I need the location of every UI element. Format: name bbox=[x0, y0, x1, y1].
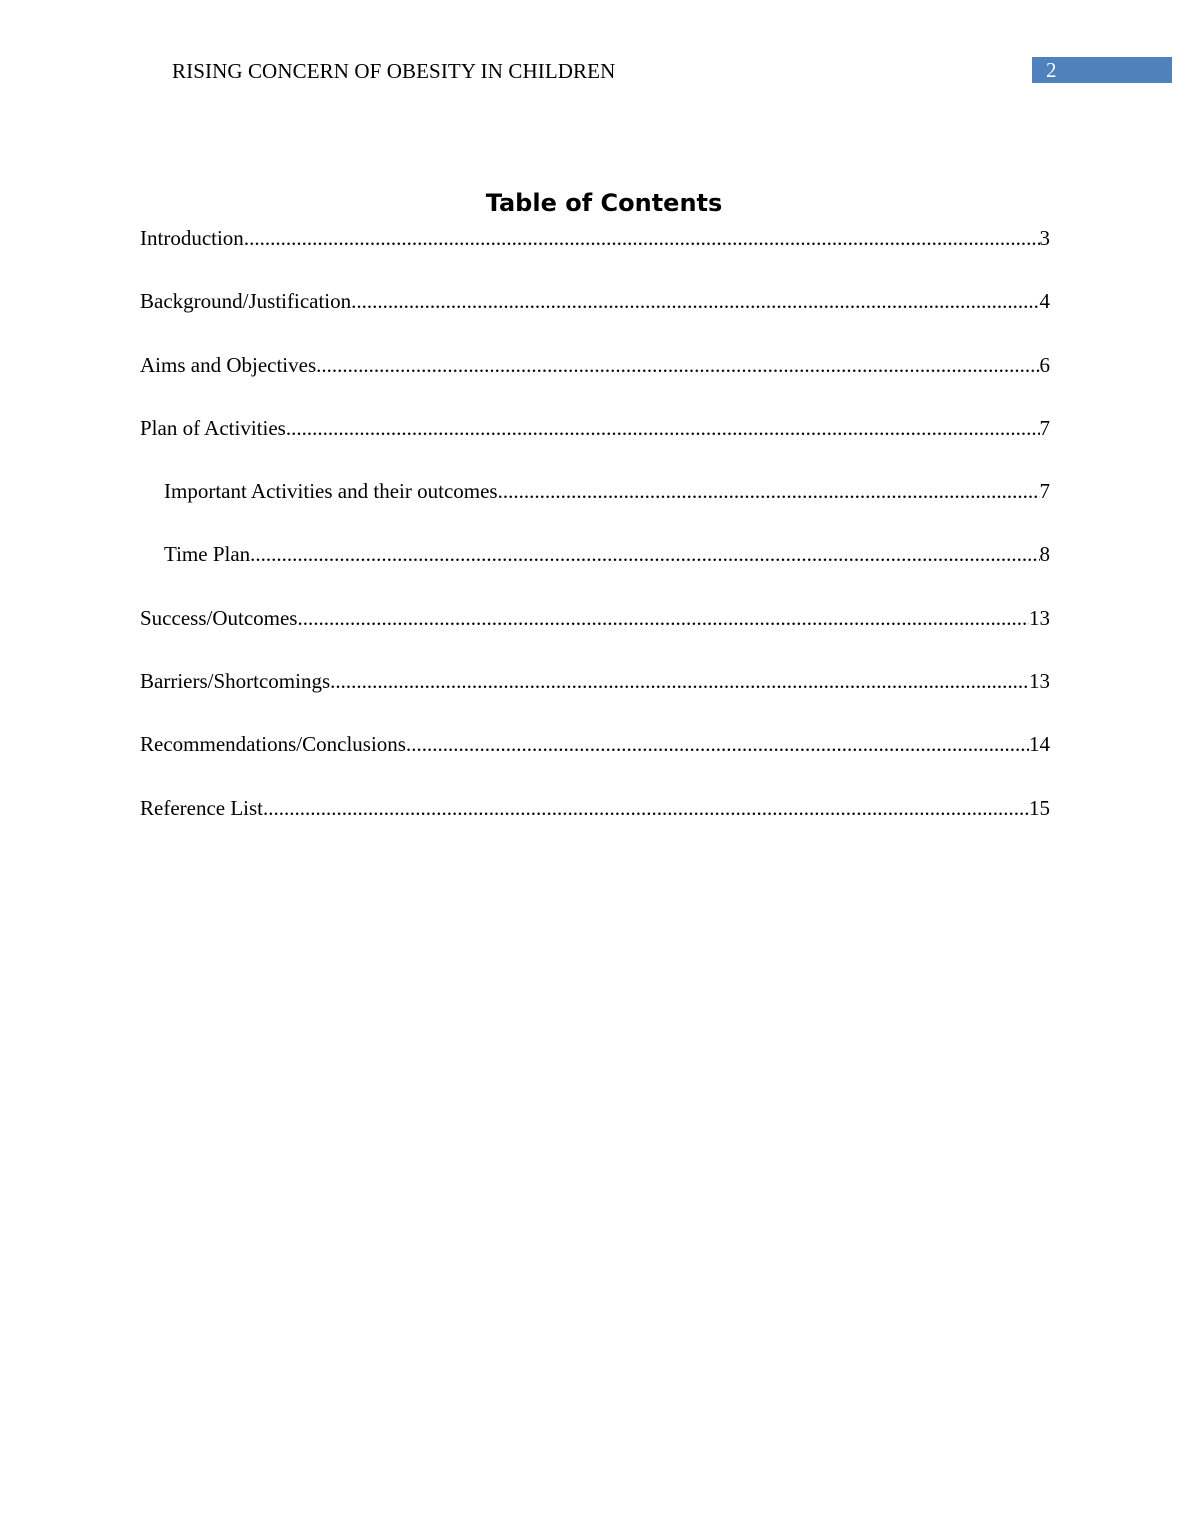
toc-entry-label: Plan of Activities bbox=[140, 415, 286, 440]
toc-entry-time-plan[interactable] bbox=[140, 539, 1050, 602]
toc-dot-leader bbox=[316, 350, 1039, 380]
toc-entry-introduction[interactable] bbox=[140, 223, 1050, 286]
toc-dot-leader bbox=[250, 539, 1039, 569]
page-number-badge bbox=[1032, 57, 1172, 83]
toc-entry-page: 7 bbox=[1039, 415, 1050, 440]
toc-entry-page: 7 bbox=[1039, 479, 1050, 504]
toc-entry-page: 8 bbox=[1039, 542, 1050, 567]
toc-entry-label: Important Activities and their outcomes bbox=[164, 479, 498, 504]
toc-entry-page: 4 bbox=[1039, 289, 1050, 314]
toc-entry-label: Barriers/Shortcomings bbox=[140, 669, 331, 694]
toc-entry-aims[interactable] bbox=[140, 350, 1050, 413]
page-number: 2 bbox=[1046, 58, 1057, 82]
toc-entry-label: Time Plan bbox=[164, 542, 251, 567]
running-head: RISING CONCERN OF OBESITY IN CHILDREN bbox=[172, 59, 616, 83]
toc-entry-label: Reference List bbox=[140, 795, 264, 820]
toc-dot-leader bbox=[263, 793, 1029, 823]
toc-entry-important-activities[interactable] bbox=[140, 476, 1050, 539]
toc-entry-reference-list[interactable] bbox=[140, 793, 1050, 856]
toc-dot-leader bbox=[244, 223, 1040, 253]
toc-dot-leader bbox=[286, 413, 1040, 443]
toc-entry-page: 3 bbox=[1039, 226, 1050, 250]
toc-entry-page: 13 bbox=[1029, 605, 1050, 630]
toc-entry-label: Aims and Objectives bbox=[140, 352, 317, 377]
toc-entry-label: Introduction bbox=[140, 226, 244, 250]
toc-dot-leader bbox=[351, 286, 1039, 316]
toc-dot-leader bbox=[330, 666, 1029, 696]
toc-entry-page: 13 bbox=[1029, 669, 1050, 694]
table-of-contents bbox=[140, 223, 1050, 856]
toc-entry-plan-of-activities[interactable] bbox=[140, 413, 1050, 476]
toc-entry-barriers[interactable] bbox=[140, 666, 1050, 729]
toc-entry-recommendations[interactable] bbox=[140, 729, 1050, 792]
toc-entry-page: 14 bbox=[1029, 732, 1050, 757]
toc-entry-label: Success/Outcomes bbox=[140, 605, 298, 630]
toc-entry-label: Background/Justification bbox=[140, 289, 352, 314]
toc-entry-page: 15 bbox=[1029, 795, 1050, 820]
toc-title: Table of Contents bbox=[485, 189, 723, 217]
toc-entry-background[interactable] bbox=[140, 286, 1050, 349]
toc-dot-leader bbox=[498, 476, 1040, 506]
toc-entry-label: Recommendations/Conclusions bbox=[140, 732, 406, 757]
toc-dot-leader bbox=[297, 603, 1029, 633]
toc-entry-page: 6 bbox=[1039, 352, 1050, 377]
toc-dot-leader bbox=[406, 729, 1029, 759]
toc-entry-success[interactable] bbox=[140, 603, 1050, 666]
